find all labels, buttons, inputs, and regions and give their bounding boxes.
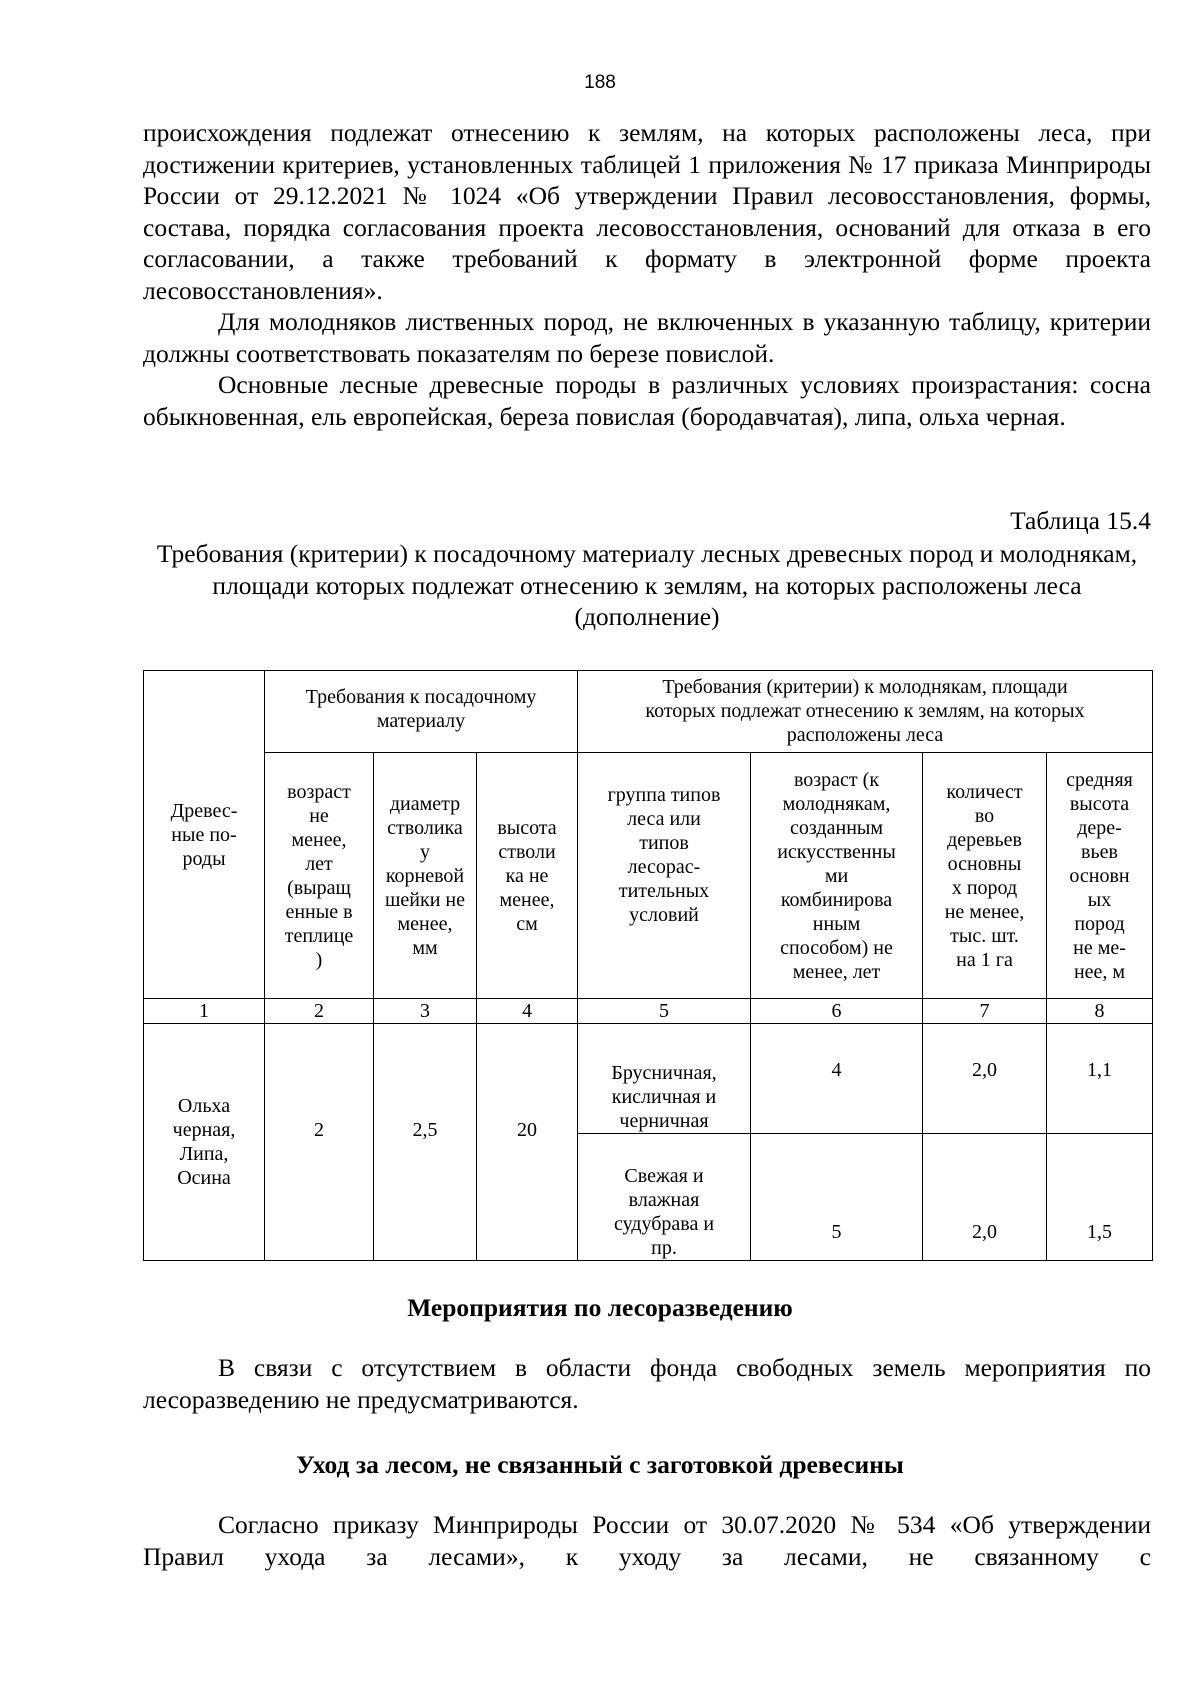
requirements-table (143, 670, 1153, 1261)
section-title-forest-care: Уход за лесом, не связанный с заготовкой древесины (296, 1450, 904, 1479)
cell-forest-type: Свежая и влажная судубрава и пр. (578, 1134, 751, 1261)
cell-age: 2 (265, 1024, 374, 1261)
table-title: Требования (критерии) к посадочному материалу лесных древесных пород и молоднякам, площади которых подлежат отнесению к землям, на которых расположены леса (дополнение) (156, 539, 1138, 631)
section-title-afforestation: Мероприятия по лесоразведению (407, 1293, 793, 1322)
cell-young-age: 4 (751, 1024, 923, 1134)
subheader-height: высота стволи ка не менее, см (477, 753, 578, 999)
paragraph-forest-care: Согласно приказу Минприроды России от 30.07.2020 № 534 «Об утверждении Правил ухода за лесами», к уходу за лесами, не связанному с (143, 1510, 1151, 1571)
cell-avg-height: 1,5 (1047, 1134, 1153, 1261)
paragraph-main-species: Основные лесные древесные породы в различных условиях произрастания: сосна обыкновенная, ель европейская, береза повислая (бородавчатая), липа, ольха черная. (143, 370, 1151, 431)
cell-young-age: 5 (751, 1134, 923, 1261)
subheader-age: возраст не менее, лет (выращ енные в теплице ) (265, 753, 374, 999)
cell-height: 20 (477, 1024, 578, 1261)
column-number: 4 (477, 999, 578, 1024)
column-number: 2 (265, 999, 374, 1024)
cell-tree-count: 2,0 (923, 1134, 1047, 1261)
column-number: 6 (751, 999, 923, 1024)
cell-avg-height: 1,1 (1047, 1024, 1153, 1134)
cell-forest-type: Брусничная, кисличная и черничная (578, 1024, 751, 1134)
paragraph-deciduous: Для молодняков лиственных пород, не включенных в указанную таблицу, критерии должны соответствовать показателям по березе повислой. (143, 307, 1151, 368)
column-number: 1 (144, 999, 265, 1024)
cell-species: Ольха черная, Липа, Осина (144, 1024, 265, 1261)
subheader-avg-height: средняя высота дере- вьев основн ых пород не ме- нее, м (1047, 753, 1153, 999)
table-label: Таблица 15.4 (1010, 506, 1151, 535)
column-number: 3 (374, 999, 477, 1024)
header-planting-material: Требования к посадочному материалу (265, 671, 578, 753)
subheader-diameter: диаметр стволика у корневой шейки не менее, мм (374, 753, 477, 999)
paragraph-continuation: происхождения подлежат отнесению к землям, на которых расположены леса, при достижении критериев, установленных таблицей 1 приложения № 17 приказа Минприроды России от 29.12.2021 № 1024 «Об утверждении Правил лесовосстановления, формы, состава, порядка согласования проекта лесовосстановления, оснований для отказа в его согласовании, а также требований к формату в электронной форме проекта лесовосстановления». (143, 118, 1151, 305)
cell-diameter: 2,5 (374, 1024, 477, 1261)
subheader-forest-type: группа типов леса или типов лесорас- тительных условий (578, 753, 751, 999)
cell-tree-count: 2,0 (923, 1024, 1047, 1134)
page-number: 188 (584, 72, 616, 93)
header-species: Древес- ные по- роды (144, 671, 265, 999)
subheader-tree-count: количест во деревьев основны х пород не менее, тыс. шт. на 1 га (923, 753, 1047, 999)
column-number: 5 (578, 999, 751, 1024)
column-number: 7 (923, 999, 1047, 1024)
header-young-stands: Требования (критерии) к молоднякам, площади которых подлежат отнесению к землям, на которых расположены леса (578, 671, 1153, 753)
subheader-young-age: возраст (к молоднякам, созданным искусственны ми комбинирова нным способом) не менее, лет (751, 753, 923, 999)
paragraph-afforestation: В связи с отсутствием в области фонда свободных земель мероприятия по лесоразведению не предусматриваются. (143, 1353, 1151, 1414)
column-number: 8 (1047, 999, 1153, 1024)
